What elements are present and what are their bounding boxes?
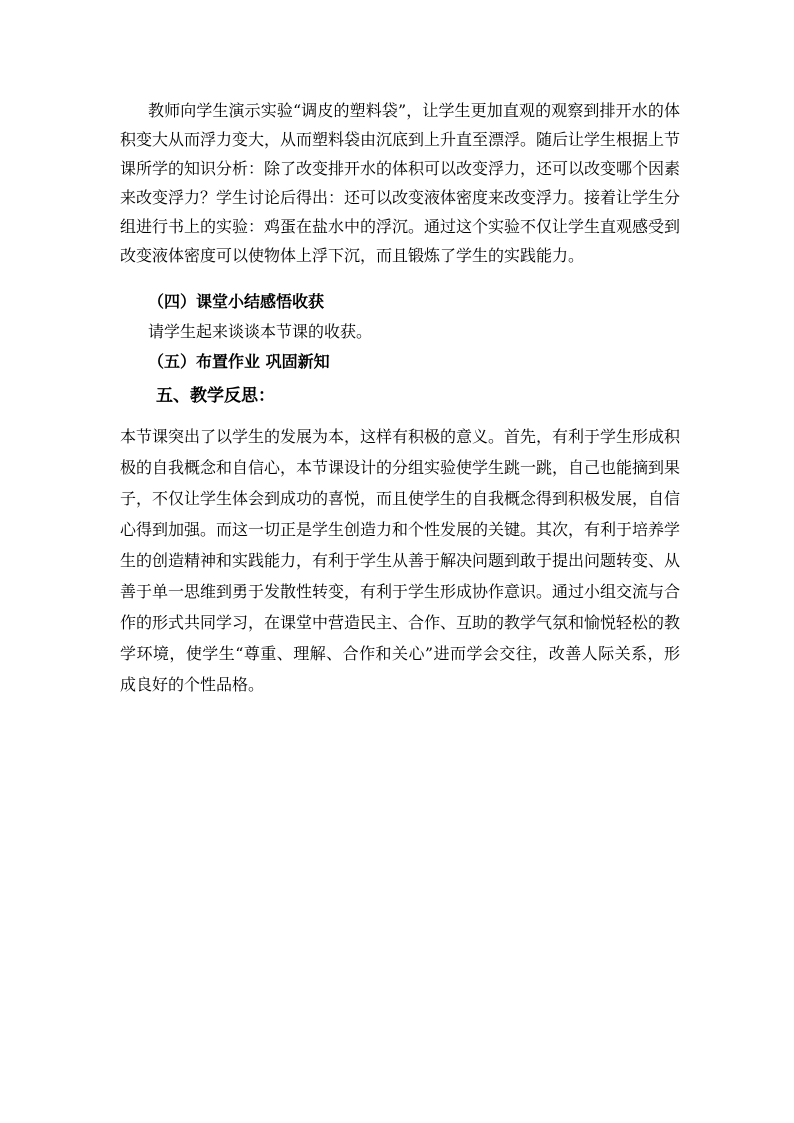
summary-paragraph: 请学生起来谈谈本节课的收获。 xyxy=(148,322,373,341)
section-heading-homework: （五）布置作业 巩固新知 xyxy=(148,352,330,371)
reflection-heading: 五、教学反思： xyxy=(156,386,275,406)
experiment-paragraph: 教师向学生演示实验“调皮的塑料袋”，让学生更加直观的观察到排开水的体积变大从而浮力变大，从而塑料袋由沉底到上升直至漂浮。随后让学生根据上节课所学的知识分析：除了改变排开水的体积可以改变浮力，还可以改变哪个因素来改变浮力？学生讨论后得出：还可以改变液体密度来改变浮力。接着让学生分组进行书上的实验：鸡蛋在盐水中的浮沉。通过这个实验不仅让学生直观感受到改变液体密度可以使物体上浮下沉，而且锻炼了学生的实践能力。 xyxy=(120,101,681,265)
reflection-paragraph: 本节课突出了以学生的发展为本，这样有积极的意义。首先，有利于学生形成积极的自我概念和自信心，本节课设计的分组实验使学生跳一跳，自己也能摘到果子，不仅让学生体会到成功的喜悦，而且使学生的自我概念得到积极发展，自信心得到加强。而这一切正是学生创造力和个性发展的关键。其次，有利于培养学生的创造精神和实践能力，有利于学生从善于解决问题到敢于提出问题转变、从善于单一思维到勇于发散性转变，有利于学生形成协作意识。通过小组交流与合作的形式共同学习，在课堂中营造民主、合作、互助的教学气氛和愉悦轻松的教学环境，使学生“尊重、理解、合作和关心”进而学会交往，改善人际关系，形成良好的个性品格。 xyxy=(120,427,681,694)
section-heading-summary: （四）课堂小结感悟收获 xyxy=(148,292,325,311)
